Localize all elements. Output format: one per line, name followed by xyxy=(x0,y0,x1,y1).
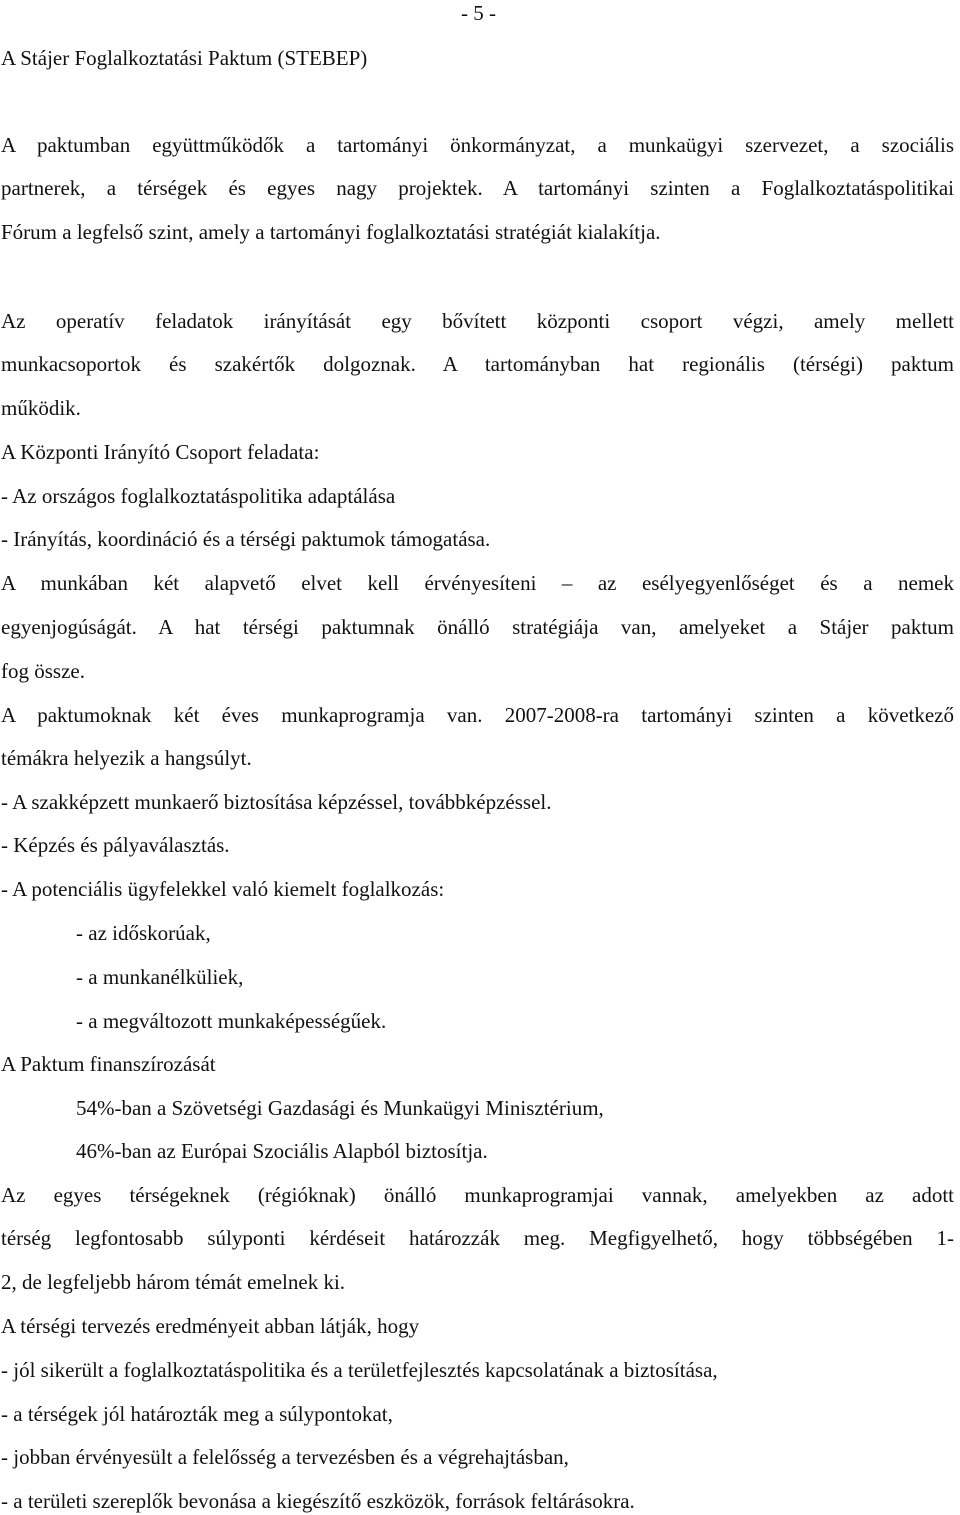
text-line: - a munkanélküliek, xyxy=(76,965,244,989)
text-line: - jól sikerült a foglalkoztatáspolitika és a területfejlesztés kapcsolatának a biztosítása, xyxy=(1,1358,718,1382)
text-line: Fórum a legfelső szint, amely a tartományi foglalkoztatási stratégiát kialakítja. xyxy=(1,220,661,244)
text-line: fog össze. xyxy=(1,659,85,683)
text-line: térség legfontosabb súlyponti kérdéseit határozzák meg. Megfigyelhető, hogy többségében 1- xyxy=(1,1226,954,1250)
text-line: 2, de legfeljebb három témát emelnek ki. xyxy=(1,1270,346,1294)
text-line: - Az országos foglalkoztatáspolitika adaptálása xyxy=(1,484,396,508)
text-line: munkacsoportok és szakértők dolgoznak. A tartományban hat regionális (térségi) paktum xyxy=(1,352,954,376)
text-line: - a megváltozott munkaképességűek. xyxy=(76,1009,387,1033)
text-line: - az időskorúak, xyxy=(76,921,211,945)
text-line: - A szakképzett munkaerő biztosítása képzéssel, továbbképzéssel. xyxy=(1,790,552,814)
text-line: - a területi szereplők bevonása a kiegészítő eszközök, források feltárásokra. xyxy=(1,1489,635,1513)
text-line: működik. xyxy=(1,396,81,420)
text-line: - jobban érvényesült a felelősség a tervezésben és a végrehajtásban, xyxy=(1,1445,569,1469)
text-line: - Képzés és pályaválasztás. xyxy=(1,833,230,857)
text-line: egyenjogúságát. A hat térségi paktumnak önálló stratégiája van, amelyeket a Stájer paktum xyxy=(1,615,954,639)
page-number: - 5 - xyxy=(461,1,496,25)
text-line: 54%-ban a Szövetségi Gazdasági és Munkaügyi Minisztérium, xyxy=(76,1096,604,1120)
text-line: A Paktum finanszírozását xyxy=(1,1052,216,1076)
text-line: - a térségek jól határozták meg a súlypontokat, xyxy=(1,1402,393,1426)
text-line: A paktumoknak két éves munkaprogramja van. 2007-2008-ra tartományi szinten a következő xyxy=(1,703,954,727)
text-line: A paktumban együttműködők a tartományi önkormányzat, a munkaügyi szervezet, a szociális xyxy=(1,133,954,157)
text-line: témákra helyezik a hangsúlyt. xyxy=(1,746,252,770)
text-line: A munkában két alapvető elvet kell érvényesíteni – az esélyegyenlőséget és a nemek xyxy=(1,571,954,595)
text-line: Az operatív feladatok irányítását egy bővített központi csoport végzi, amely mellett xyxy=(1,309,954,333)
text-line: Az egyes térségeknek (régióknak) önálló munkaprogramjai vannak, amelyekben az adott xyxy=(1,1183,954,1207)
text-line: partnerek, a térségek és egyes nagy projektek. A tartományi szinten a Foglalkoztatáspolitikai xyxy=(1,176,954,200)
text-line: 46%-ban az Európai Szociális Alapból biztosítja. xyxy=(76,1139,488,1163)
text-line: - Irányítás, koordináció és a térségi paktumok támogatása. xyxy=(1,527,491,551)
document-heading: A Stájer Foglalkoztatási Paktum (STEBEP) xyxy=(1,46,368,70)
text-line: - A potenciális ügyfelekkel való kiemelt foglalkozás: xyxy=(1,877,445,901)
text-line: A Központi Irányító Csoport feladata: xyxy=(1,440,320,464)
text-line: A térségi tervezés eredményeit abban látják, hogy xyxy=(1,1314,420,1338)
